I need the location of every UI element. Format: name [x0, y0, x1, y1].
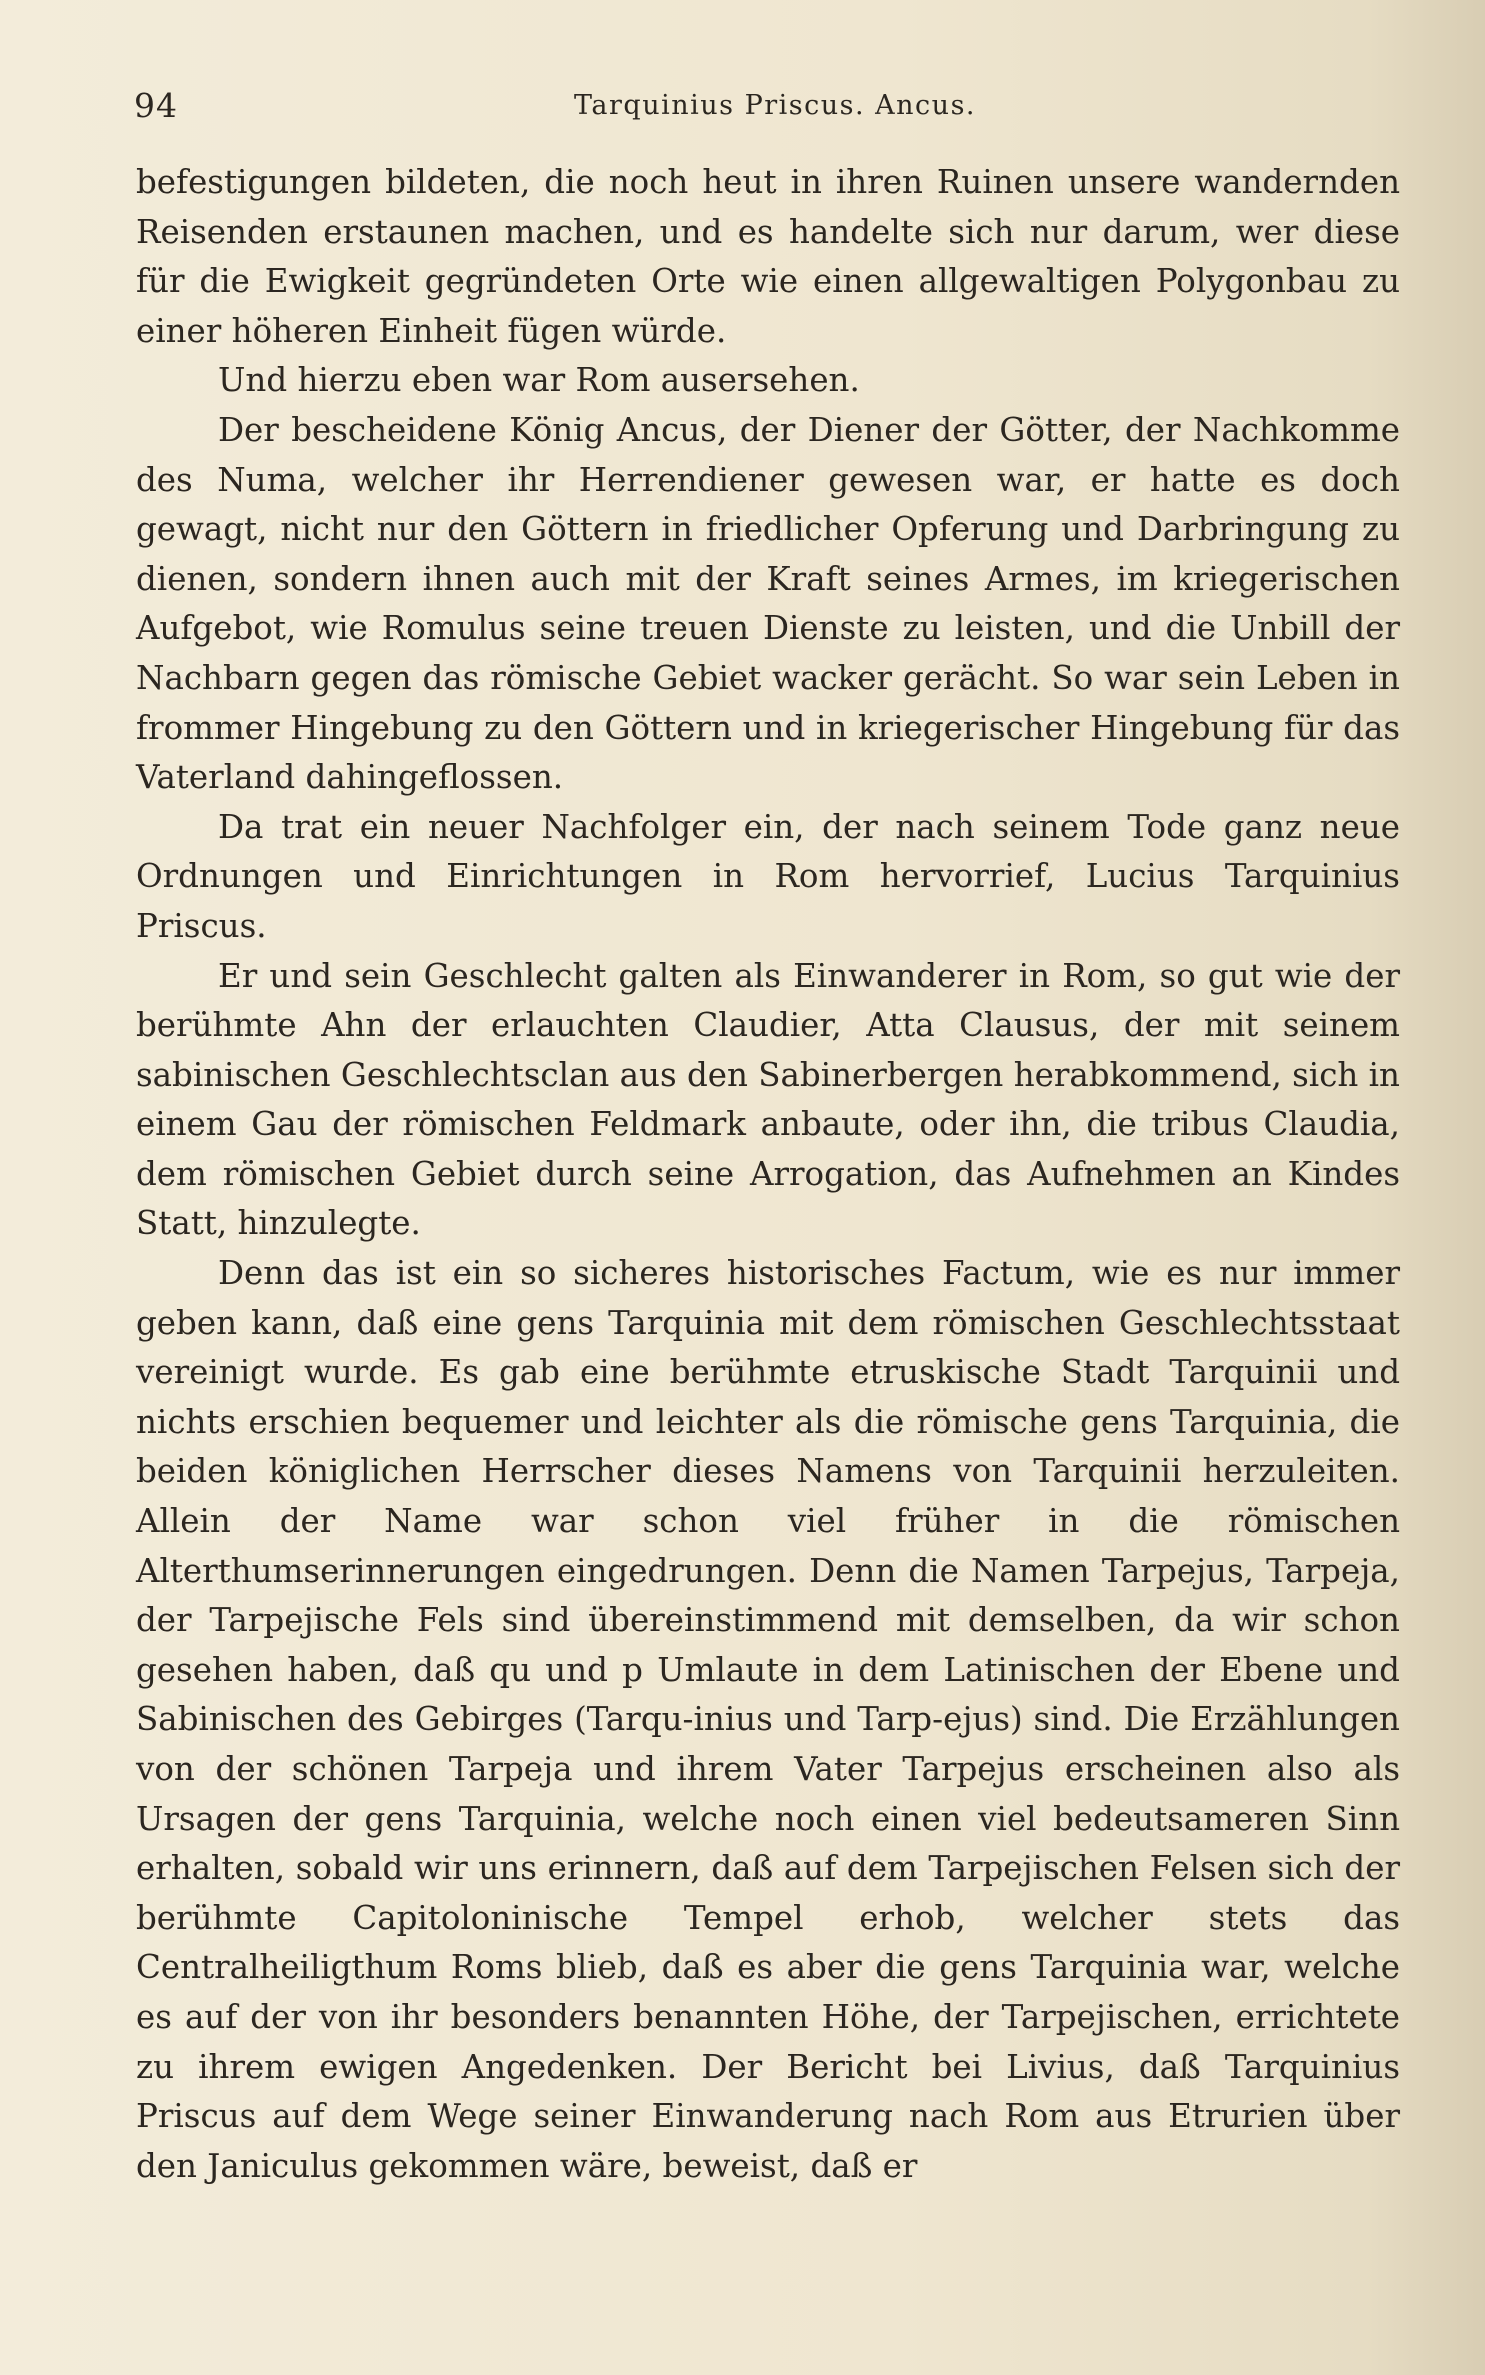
paragraph: Der bescheidene König Ancus, der Diener der Götter, der Nachkomme des Numa, welcher ihr Herrendiener gewesen war, er hatte es doch gewagt, nicht nur den Göttern in friedlicher Opferung und Darbringung zu dienen, sondern ihnen auch mit der Kraft seines Armes, im kriegerischen Aufgebot, wie Romulus seine treuen Dienste zu leisten, und die Unbill der Nachbarn gegen das römische Gebiet wacker gerächt. So war sein Leben in frommer Hingebung zu den Göttern und in kriegerischer Hingebung für das Vaterland dahingeflossen. [136, 410, 1400, 797]
running-head [134, 86, 1400, 136]
paragraph: Denn das ist ein so sicheres historisches Factum, wie es nur immer geben kann, daß eine gens Tarquinia mit dem römischen Geschlechtsstaat vereinigt wurde. Es gab eine berühmte etruskische Stadt Tarquinii und nichts erschien bequemer und leichter als die römische gens Tarquinia, die beiden königlichen Herrscher dieses Namens von Tarquinii herzuleiten. Allein der Name war schon viel früher in die römischen Alterthumserinnerungen eingedrungen. Denn die Namen Tarpejus, Tarpeja, der Tarpejische Fels sind übereinstimmend mit demselben, da wir schon gesehen haben, daß qu und p Umlaute in dem Latinischen der Ebene und Sabinischen des Gebirges (Tarqu-inius und Tarp-ejus) sind. Die Erzählungen von der schönen Tarpeja und ihrem Vater Tarpejus erscheinen also als Ursagen der gens Tarquinia, welche noch einen viel bedeutsameren Sinn erhalten, sobald wir uns erinnern, daß auf dem Tarpejischen Felsen sich der berühmte Capitoloninische Tempel erhob, welcher stets das Centralheiligthum Roms blieb, daß es aber die gens Tarquinia war, welche es auf der von ihr besonders benannten Höhe, der Tarpejischen, errichtete zu ihrem ewigen Angedenken. Der Bericht bei Livius, daß Tarquinius Priscus auf dem Wege seiner Einwanderung nach Rom aus Etrurien über den Janiculus gekommen wäre, beweist, daß er [136, 1254, 1400, 2185]
paragraph: Er und sein Geschlecht galten als Einwanderer in Rom, so gut wie der berühmte Ahn der erlauchten Claudier, Atta Clausus, der mit seinem sabinischen Geschlechtsclan aus den Sabinerbergen herabkommend, sich in einem Gau der römischen Feldmark anbaute, oder ihn, die tribus Claudia, dem römischen Gebiet durch seine Arrogation, das Aufnehmen an Kindes Statt, hinzulegte. [136, 956, 1400, 1243]
page-number: 94 [134, 86, 178, 125]
running-title: Tarquinius Priscus. Ancus. [574, 90, 977, 121]
body-text [136, 158, 1400, 2191]
paragraph: Und hierzu eben war Rom ausersehen. [218, 361, 860, 400]
paragraph: Da trat ein neuer Nachfolger ein, der nach seinem Tode ganz neue Ordnungen und Einrichtungen in Rom hervorrief, Lucius Tarquinius Priscus. [136, 807, 1400, 945]
paragraph: befestigungen bildeten, die noch heut in ihren Ruinen unsere wandernden Reisenden erstaunen machen, und es handelte sich nur darum, wer diese für die Ewigkeit gegründeten Orte wie einen allgewaltigen Polygonbau zu einer höheren Einheit fügen würde. [136, 163, 1400, 350]
